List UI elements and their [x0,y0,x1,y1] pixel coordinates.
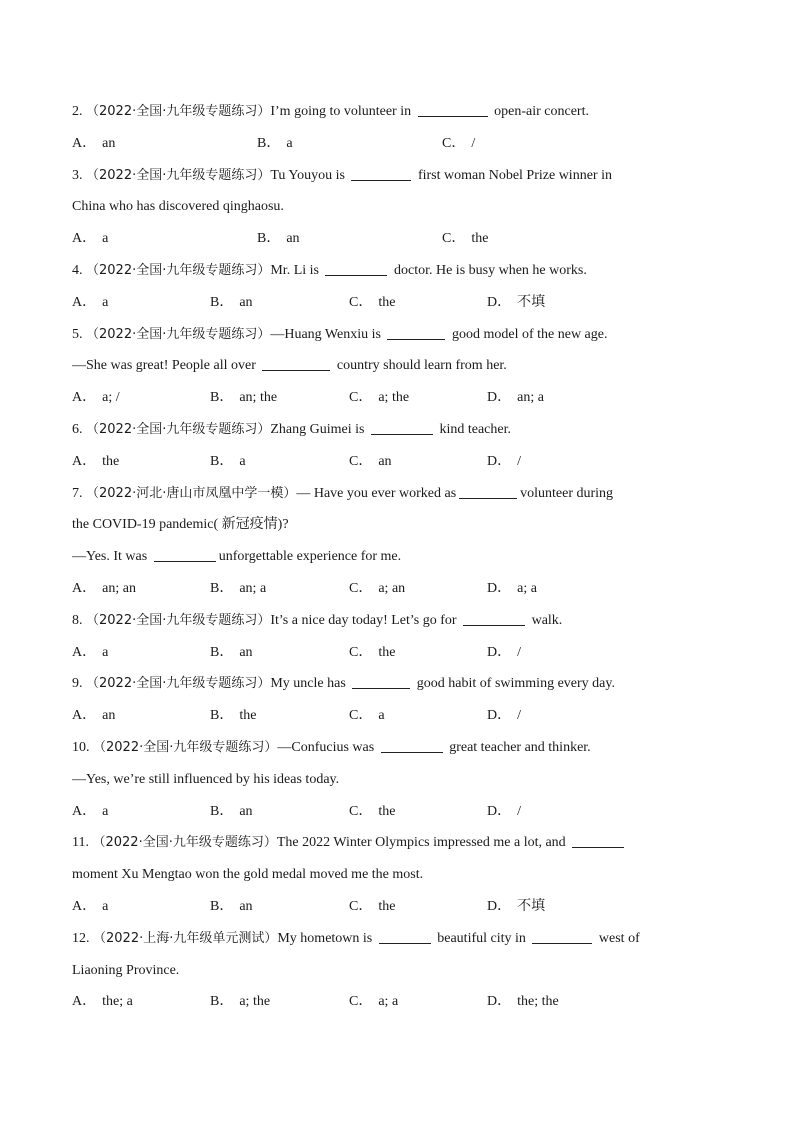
question-number: 12. [72,930,90,946]
question-text: the COVID-19 pandemic( 新冠疫情)? [72,517,289,533]
option-label: B． [210,644,234,660]
option-text: a; the [378,390,410,406]
question-source: （2022·河北·唐山市凤凰中学一模） [86,485,297,501]
option-text: / [471,135,476,151]
option-text: the [239,708,257,724]
question-text: great teacher and thinker. [445,739,591,755]
option[interactable] [487,573,537,605]
option-text: / [517,803,522,819]
option-text: a; a [517,580,537,596]
question-source: （2022·全国·九年级专题练习） [86,167,271,183]
option-label: C． [442,231,466,247]
question-item [72,923,714,1018]
option[interactable] [210,382,277,414]
option-text: a [102,644,109,660]
option[interactable] [72,700,115,732]
answer-blank [381,738,443,753]
option[interactable] [210,446,246,478]
question-text: Liaoning Province. [72,962,180,978]
worksheet [72,96,714,1018]
question-text: — Have you ever worked as [296,485,457,501]
option-text: a [102,803,109,819]
option-label: A． [72,708,97,724]
options-row [72,891,714,923]
option[interactable] [349,573,405,605]
option[interactable] [487,986,559,1018]
options-row [72,986,714,1018]
question-text: It’s a nice day today! Let’s go for [270,612,461,628]
question-text: beautiful city in [433,930,530,946]
option-text: a; a [378,994,399,1010]
option-text: the [102,453,120,469]
question-number: 6. [72,421,83,437]
option-text: the [378,294,396,310]
question-number: 5. [72,326,83,342]
option[interactable] [72,891,108,923]
option-label: A． [72,644,97,660]
question-text: first woman Nobel Prize winner in [414,167,612,183]
option-text: an; a [517,390,544,406]
option-text: / [517,453,522,469]
option-label: A． [72,803,97,819]
option[interactable] [72,637,108,669]
question-line [72,255,714,287]
option-label: C． [349,898,373,914]
option-label: B． [257,135,281,151]
question-source: （2022·全国·九年级专题练习） [86,326,271,342]
option[interactable] [442,223,488,255]
option-text: an; an [102,580,136,596]
option-label: B． [210,994,234,1010]
option[interactable] [349,637,395,669]
option-label: B． [210,580,234,596]
answer-blank [371,420,433,435]
question-text: —Confucius was [277,739,378,755]
question-text: Tu Youyou is [270,167,349,183]
question-line [72,923,714,955]
option-label: C． [349,580,373,596]
question-text: doctor. He is busy when he works. [390,262,587,278]
option-label: D． [487,294,512,310]
question-text: —Huang Wenxiu is [270,326,385,342]
question-text: moment Xu Mengtao won the gold medal moved me the most. [72,867,424,883]
option-text: a [102,231,109,247]
question-source: （2022·全国·九年级专题练习） [92,835,277,851]
option-label: D． [487,644,512,660]
options-row [72,287,714,319]
option[interactable] [72,223,108,255]
answer-blank [463,611,525,626]
options-row [72,796,714,828]
question-line [72,319,714,351]
option-text: the; a [102,994,133,1010]
question-line [72,160,714,192]
option-text: a [378,708,385,724]
option-text: an; a [239,580,267,596]
option[interactable] [487,382,544,414]
option-text: a; the [239,994,271,1010]
option[interactable] [349,446,392,478]
option[interactable] [210,986,270,1018]
option-label: B． [257,231,281,247]
option-text: an; the [239,390,278,406]
option-text: / [517,644,522,660]
option-label: A． [72,231,97,247]
question-line [72,732,714,764]
answer-blank [325,261,387,276]
question-item [72,255,714,319]
question-item [72,732,714,827]
option-label: A． [72,898,97,914]
option-text: the [378,803,396,819]
question-line [72,350,714,382]
question-item [72,668,714,732]
option-label: A． [72,994,97,1010]
question-source: （2022·全国·九年级专题练习） [86,262,271,278]
option-label: B． [210,453,234,469]
options-row [72,700,714,732]
question-text: open-air concert. [490,104,589,119]
option-label: A． [72,453,97,469]
option-label: B． [210,898,234,914]
answer-blank [379,929,431,944]
question-source: （2022·全国·九年级专题练习） [86,104,271,119]
option-label: B． [210,390,234,406]
answer-blank [387,325,445,340]
option[interactable] [257,128,293,160]
option[interactable] [72,573,136,605]
option[interactable] [487,446,521,478]
option[interactable] [210,700,256,732]
option[interactable] [210,573,266,605]
option-label: C． [349,390,373,406]
option-text: an [286,231,300,247]
question-line [72,509,714,541]
question-line [72,764,714,796]
question-text: The 2022 Winter Olympics impressed me a lot, and [276,835,570,851]
options-row [72,637,714,669]
option-label: A． [72,390,97,406]
option-text: 不填 [517,898,546,914]
question-source: （2022·全国·九年级专题练习） [86,612,271,628]
option[interactable] [487,700,521,732]
option[interactable] [487,796,521,828]
answer-blank [459,484,517,499]
options-row [72,573,714,605]
question-source: （2022·全国·九年级专题练习） [93,739,278,755]
options-row [72,223,714,255]
option[interactable] [349,986,398,1018]
options-row [72,382,714,414]
option-text: an [378,453,392,469]
option-label: A． [72,294,97,310]
question-number: 11. [72,835,89,851]
option-label: D． [487,708,512,724]
option[interactable] [72,382,120,414]
option-text: an [102,135,116,151]
option-label: B． [210,708,234,724]
question-line [72,605,714,637]
option-text: the [378,644,396,660]
option[interactable] [349,700,385,732]
option-text: an [239,294,253,310]
question-text: unforgettable experience for me. [218,549,402,565]
option-label: C． [349,708,373,724]
option-label: C． [349,294,373,310]
option-label: D． [487,453,512,469]
question-number: 2. [72,104,83,119]
option-label: C． [349,644,373,660]
question-text: good habit of swimming every day. [413,676,615,692]
option[interactable] [72,986,133,1018]
question-line [72,668,714,700]
option-label: D． [487,898,512,914]
option-text: 不填 [517,294,546,310]
option[interactable] [72,446,119,478]
option-text: the; the [517,994,559,1010]
question-line [72,859,714,891]
option-text: an [239,644,253,660]
question-text: My uncle has [270,676,350,692]
option-label: D． [487,803,512,819]
option-label: A． [72,580,97,596]
question-line [72,541,714,573]
option-text: a; an [378,580,406,596]
question-number: 3. [72,167,83,183]
option[interactable] [72,128,115,160]
question-text: —Yes, we’re still influenced by his ideas today. [72,771,340,787]
question-text: country should learn from her. [333,358,507,374]
option-text: a; / [102,390,120,406]
question-item [72,605,714,669]
option[interactable] [210,796,253,828]
options-row [72,446,714,478]
option-text: a [239,453,246,469]
option-label: C． [349,453,373,469]
question-number: 4. [72,262,83,278]
option[interactable] [349,796,395,828]
option-label: D． [487,390,512,406]
option-text: an [239,898,253,914]
question-line [72,414,714,446]
option-text: an [239,803,253,819]
question-line [72,191,714,223]
option[interactable] [442,128,475,160]
question-item [72,96,714,160]
answer-blank [351,166,411,181]
question-line [72,955,714,987]
option[interactable] [72,287,108,319]
option[interactable] [210,287,253,319]
option[interactable] [210,637,253,669]
question-item [72,827,714,922]
answer-blank [262,356,330,371]
question-source: （2022·全国·九年级专题练习） [86,421,271,437]
option-text: a [102,898,109,914]
question-text: volunteer during [520,485,614,501]
answer-blank [572,833,624,848]
option-text: the [471,231,489,247]
question-text: —Yes. It was [72,549,151,565]
answer-blank [532,929,592,944]
question-line [72,96,714,128]
option-text: / [517,708,522,724]
answer-blank [154,547,216,562]
option-label: C． [442,135,466,151]
answer-blank [418,102,488,117]
question-text: good model of the new age. [448,326,608,342]
question-source: （2022·全国·九年级专题练习） [86,676,271,692]
question-text: Zhang Guimei is [270,421,368,437]
option-label: B． [210,803,234,819]
question-item [72,414,714,478]
option[interactable] [487,287,545,319]
question-text: kind teacher. [435,421,511,437]
question-item [72,478,714,605]
option[interactable] [72,796,108,828]
question-number: 9. [72,676,83,692]
question-text: I’m going to volunteer in [270,104,415,119]
option-label: D． [487,580,512,596]
question-line [72,827,714,859]
question-text: My hometown is [277,930,376,946]
question-item [72,160,714,255]
question-line [72,478,714,510]
options-row [72,128,714,160]
question-source: （2022·上海·九年级单元测试） [93,930,278,946]
option-label: A． [72,135,97,151]
option-label: C． [349,994,373,1010]
option-text: an [102,708,116,724]
question-number: 10. [72,739,90,755]
question-text: China who has discovered qinghaosu. [72,199,284,215]
option[interactable] [210,891,253,923]
option-text: a [286,135,293,151]
option[interactable] [487,637,521,669]
question-text: Mr. Li is [270,262,323,278]
option[interactable] [349,891,395,923]
option[interactable] [487,891,545,923]
option[interactable] [257,223,300,255]
option-label: C． [349,803,373,819]
option-text: a [102,294,109,310]
answer-blank [352,674,410,689]
option-label: D． [487,994,512,1010]
question-number: 8. [72,612,83,628]
option[interactable] [349,287,395,319]
question-number: 7. [72,485,83,501]
question-text: west of [595,930,640,946]
question-text: —She was great! People all over [72,358,260,374]
question-text: walk. [528,612,563,628]
option-label: B． [210,294,234,310]
option-text: the [378,898,396,914]
option[interactable] [349,382,409,414]
question-item [72,319,714,414]
